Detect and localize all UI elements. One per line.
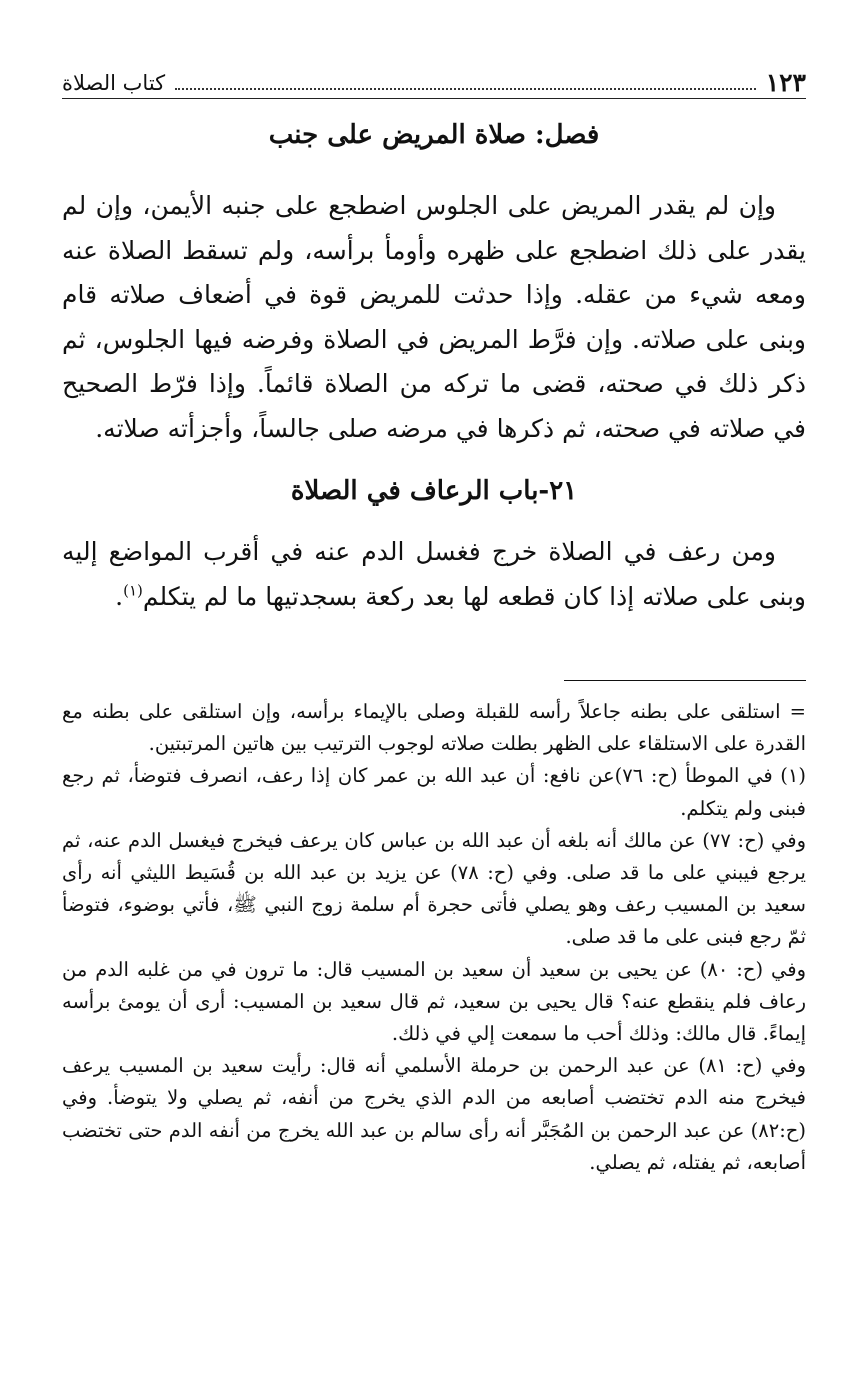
chapter-heading: ٢١-باب الرعاف في الصلاة xyxy=(290,476,578,506)
paragraph-text: ومن رعف في الصلاة خرج فغسل الدم عنه في أقرب المواضع إليه وبنى على صلاته إذا كان قطعه لها بعد ركعة بسجدتيها ما لم يتكلم xyxy=(62,537,806,611)
footnote-paragraph: وفي (ح: ٧٧) عن مالك أنه بلغه أن عبد الله بن عباس كان يرعف فيخرج فيغسل الدم عنه، ثم يرجع فيبني على ما قد صلى. وفي (ح: ٧٨) عن يزيد بن عبد الله بن قُسَيط الليثي أنه رأى سعيد بن المسيب رعف وهو يصلي فأتى حجرة أم سلمة زوج النبي ﷺ، فأتي بوضوء، فتوضأ ثمّ رجع فبنى على ما قد صلى. xyxy=(62,828,806,949)
book-title: كتاب الصلاة xyxy=(62,71,166,95)
footnote-1: (١) في الموطأ (ح: ٧٦)عن نافع: أن عبد الله بن عمر كان إذا رعف، انصرف فتوضأ، ثم رجع فبنى ولم يتكلم. xyxy=(62,764,806,820)
footnote-continuation: = استلقى على بطنه جاعلاً رأسه للقبلة وصلى بالإيماء برأسه، وإن استلقى على بطنه مع القدرة على الاستلقاء على الظهر بطلت صلاته لوجوب الترتيب بين هاتين المرتبتين. xyxy=(62,700,806,756)
footnotes-section xyxy=(62,696,806,1179)
body-paragraph: وإن لم يقدر المريض على الجلوس اضطجع على جنبه الأيمن، وإن لم يقدر على ذلك اضطجع على ظهره وأومأ برأسه، ولم تسقط الصلاة عنه ومعه شيء من عقله. وإذا حدثت للمريض قوة في أضعاف صلاته قام وبنى على صلاته. وإن فرَّط المريض في الصلاة وفرضه فيها الجلوس، ثم ذكر ذلك في صحته، قضى ما تركه من الصلاة قائماً. وإذا فرّط الصحيح في صلاته في صحته، ثم ذكرها في مرضه صلى جالساً، وأجزأته صلاته. xyxy=(62,191,806,443)
dotted-leader xyxy=(175,88,756,90)
paragraph-end: . xyxy=(115,581,124,611)
footnote-divider xyxy=(564,680,806,681)
footnote-paragraph: وفي (ح: ٨١) عن عبد الرحمن بن حرملة الأسلمي أنه قال: رأيت سعيد بن المسيب يرعف فيخرج منه الدم تختضب أصابعه من الدم الذي يخرج من أنفه، ثم يصلي ولا يتوضأ. وفي (ح:٨٢) عن عبد الرحمن بن المُجَبَّر أنه رأى سالم بن عبد الله يخرج من أنفه الدم حتى تختضب أصابعه، ثم يفتله، ثم يصلي. xyxy=(62,1054,806,1174)
page-number: ١٢٣ xyxy=(765,68,806,97)
running-header xyxy=(62,68,806,99)
body-paragraph xyxy=(62,530,806,619)
footnote-reference[interactable]: (١) xyxy=(123,581,143,600)
section-heading: فصل: صلاة المريض على جنب xyxy=(268,120,600,150)
footnote-paragraph: وفي (ح: ٨٠) عن يحيى بن سعيد أن سعيد بن المسيب قال: ما ترون في من غلبه الدم من رعاف فلم ينقطع عنه؟ قال يحيى بن سعيد، ثم قال سعيد بن المسيب: أرى أن يومئ برأسه إيماءً. قال مالك: وذلك أحب ما سمعت إلي في ذلك. xyxy=(62,957,806,1046)
